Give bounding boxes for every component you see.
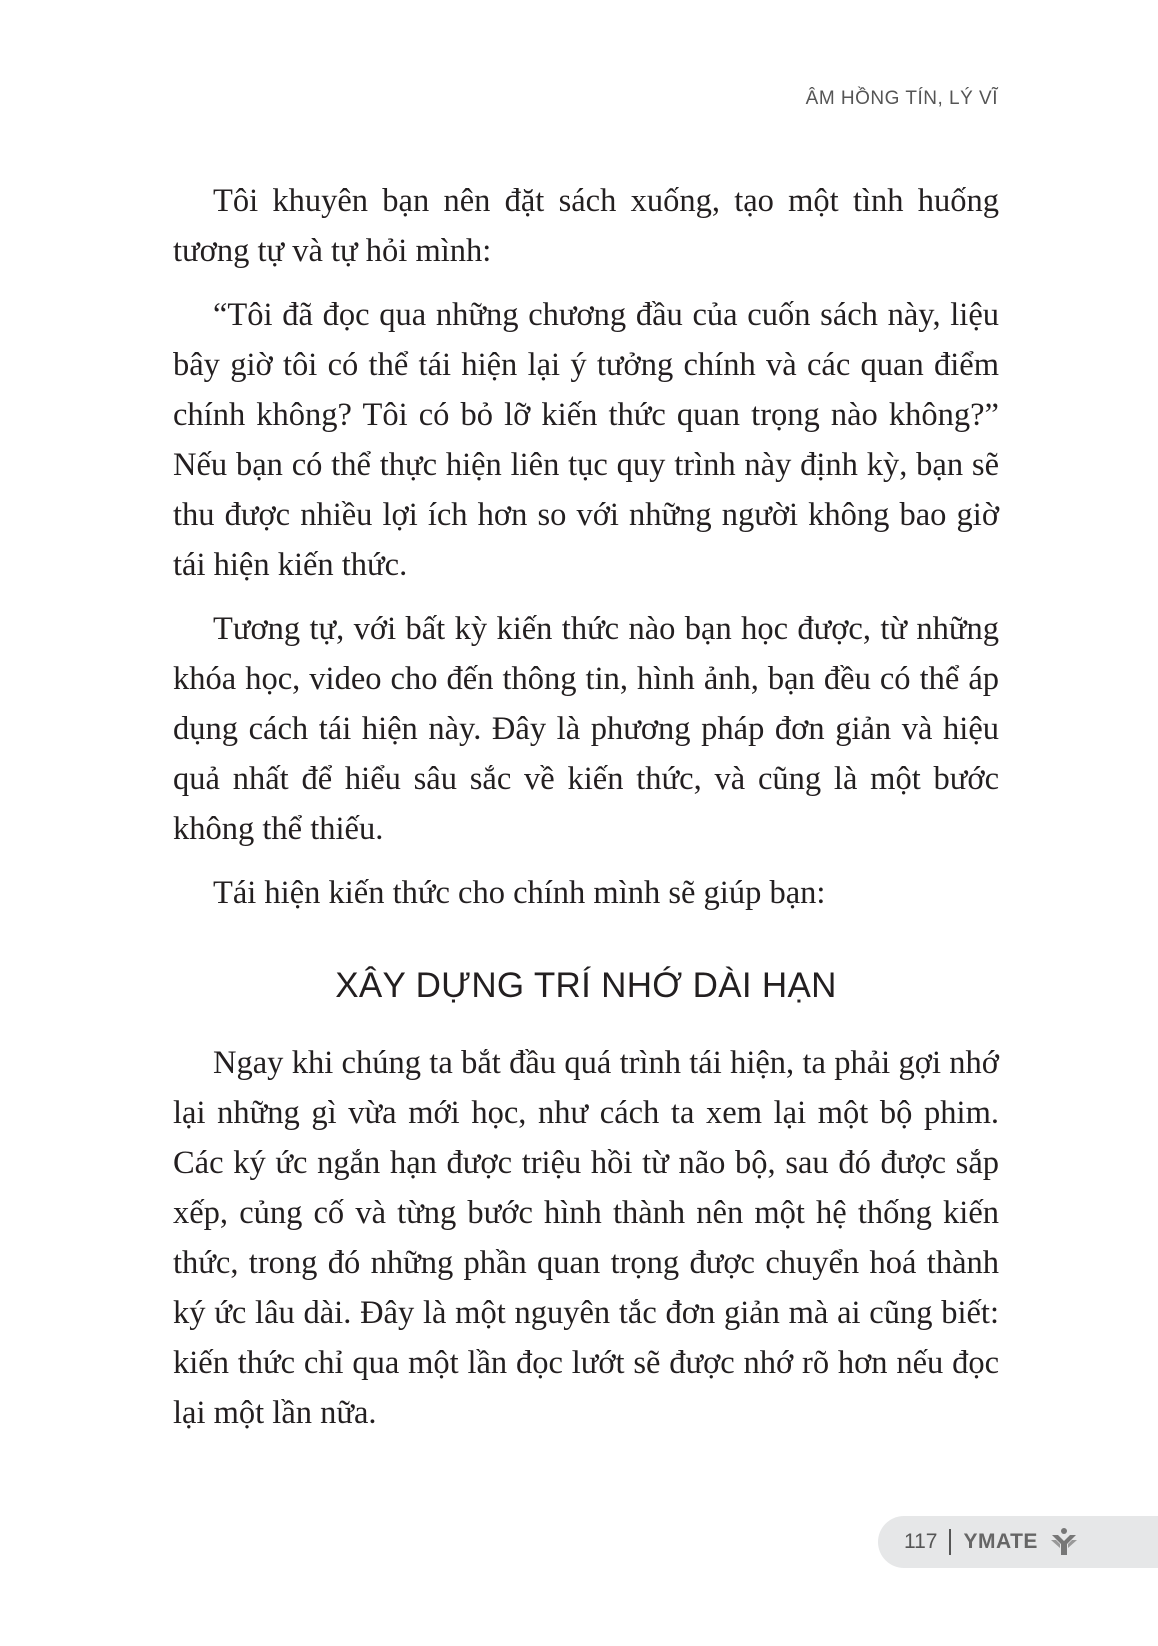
running-head-author: ÂM HỒNG TÍN, LÝ VĨ [805,88,998,109]
footer-divider [949,1529,951,1555]
body-paragraph: Tái hiện kiến thức cho chính mình sẽ giúp bạn: [213,875,826,911]
body-paragraph: Tôi khuyên bạn nên đặt sách xuống, tạo một tình huống tương tự và tự hỏi mình: [173,183,999,269]
publisher-name: YMATE [963,1530,1038,1553]
body-paragraph: “Tôi đã đọc qua những chương đầu của cuốn sách này, liệu bây giờ tôi có thể tái hiện lại ý tưởng chính và các quan điểm chính không? Tôi có bỏ lỡ kiến thức quan trọng nào không?” Nếu bạn có thể thực hiện liên tục quy trình này định kỳ, bạn sẽ thu được nhiều lợi ích hơn so với những người không bao giờ tái hiện kiến thức. [173,297,999,583]
footer-page-tab [878,1516,1158,1568]
page-number: 117 [904,1530,938,1553]
ymate-logo-icon [1048,1526,1080,1558]
body-paragraph: Tương tự, với bất kỳ kiến thức nào bạn học được, từ những khóa học, video cho đến thông tin, hình ảnh, bạn đều có thể áp dụng cách tái hiện này. Đây là phương pháp đơn giản và hiệu quả nhất để hiểu sâu sắc về kiến thức, và cũng là một bước không thể thiếu. [173,611,999,847]
page-body [173,176,999,1452]
section-heading: XÂY DỰNG TRÍ NHỚ DÀI HẠN [335,966,837,1005]
body-paragraph: Ngay khi chúng ta bắt đầu quá trình tái hiện, ta phải gợi nhớ lại những gì vừa mới học, như cách ta xem lại một bộ phim. Các ký ức ngắn hạn được triệu hồi từ não bộ, sau đó được sắp xếp, củng cố và từng bước hình thành nên một hệ thống kiến thức, trong đó những phần quan trọng được chuyển hoá thành ký ức lâu dài. Đây là một nguyên tắc đơn giản mà ai cũng biết: kiến thức chỉ qua một lần đọc lướt sẽ được nhớ rõ hơn nếu đọc lại một lần nữa. [173,1045,999,1431]
